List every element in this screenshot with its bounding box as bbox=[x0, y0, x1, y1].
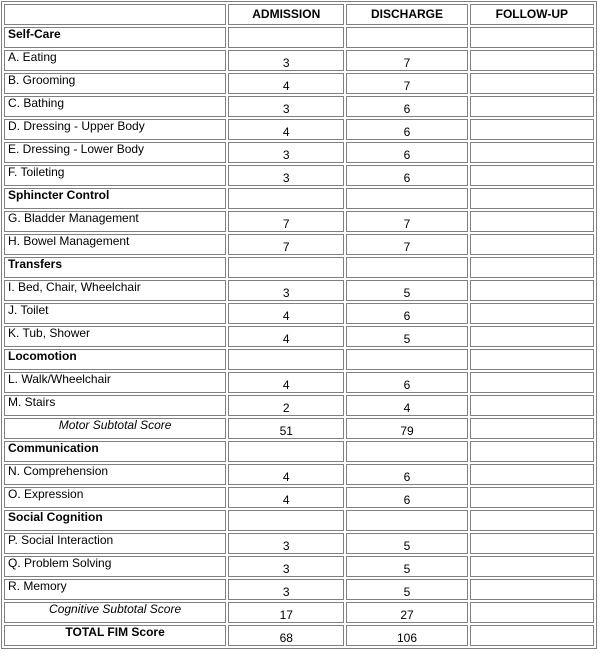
row-label: Locomotion bbox=[4, 349, 226, 370]
discharge-cell: 6 bbox=[346, 142, 467, 163]
table-row bbox=[4, 395, 594, 416]
header-admission: ADMISSION bbox=[228, 4, 344, 25]
admission-cell: 68 bbox=[228, 625, 344, 646]
section-row bbox=[4, 349, 594, 370]
table-row bbox=[4, 487, 594, 508]
discharge-cell: 6 bbox=[346, 487, 467, 508]
admission-cell bbox=[228, 27, 344, 48]
row-label: L. Walk/Wheelchair bbox=[4, 372, 226, 393]
discharge-cell bbox=[346, 441, 467, 462]
follow-up-cell bbox=[470, 119, 594, 140]
admission-cell bbox=[228, 349, 344, 370]
admission-cell: 17 bbox=[228, 602, 344, 623]
header-blank bbox=[4, 4, 226, 25]
admission-cell: 4 bbox=[228, 372, 344, 393]
discharge-cell: 7 bbox=[346, 50, 467, 71]
admission-cell: 7 bbox=[228, 234, 344, 255]
table-row bbox=[4, 326, 594, 347]
discharge-cell bbox=[346, 349, 467, 370]
follow-up-cell bbox=[470, 395, 594, 416]
admission-cell: 3 bbox=[228, 165, 344, 186]
row-label: M. Stairs bbox=[4, 395, 226, 416]
follow-up-cell bbox=[470, 280, 594, 301]
admission-cell: 3 bbox=[228, 142, 344, 163]
row-label: J. Toilet bbox=[4, 303, 226, 324]
discharge-cell bbox=[346, 257, 467, 278]
row-label: Q. Problem Solving bbox=[4, 556, 226, 577]
follow-up-cell bbox=[470, 165, 594, 186]
follow-up-cell bbox=[470, 579, 594, 600]
fim-score-table bbox=[1, 1, 597, 649]
subtotal-row bbox=[4, 602, 594, 623]
row-label: I. Bed, Chair, Wheelchair bbox=[4, 280, 226, 301]
follow-up-cell bbox=[470, 441, 594, 462]
section-row bbox=[4, 257, 594, 278]
follow-up-cell bbox=[470, 142, 594, 163]
row-label: Transfers bbox=[4, 257, 226, 278]
discharge-cell: 7 bbox=[346, 211, 467, 232]
table-row bbox=[4, 211, 594, 232]
follow-up-cell bbox=[470, 372, 594, 393]
discharge-cell: 6 bbox=[346, 464, 467, 485]
row-label: B. Grooming bbox=[4, 73, 226, 94]
table-row bbox=[4, 73, 594, 94]
row-label: P. Social Interaction bbox=[4, 533, 226, 554]
row-label: D. Dressing - Upper Body bbox=[4, 119, 226, 140]
follow-up-cell bbox=[470, 556, 594, 577]
admission-cell: 4 bbox=[228, 487, 344, 508]
follow-up-cell bbox=[470, 349, 594, 370]
row-label: O. Expression bbox=[4, 487, 226, 508]
follow-up-cell bbox=[470, 27, 594, 48]
row-label: Communication bbox=[4, 441, 226, 462]
row-label: N. Comprehension bbox=[4, 464, 226, 485]
row-label: E. Dressing - Lower Body bbox=[4, 142, 226, 163]
table-row bbox=[4, 142, 594, 163]
table-row bbox=[4, 579, 594, 600]
discharge-cell: 6 bbox=[346, 119, 467, 140]
follow-up-cell bbox=[470, 602, 594, 623]
table-row bbox=[4, 556, 594, 577]
row-label: Cognitive Subtotal Score bbox=[4, 602, 226, 623]
follow-up-cell bbox=[470, 257, 594, 278]
admission-cell bbox=[228, 441, 344, 462]
table-row bbox=[4, 234, 594, 255]
discharge-cell bbox=[346, 510, 467, 531]
table-row bbox=[4, 372, 594, 393]
row-label: C. Bathing bbox=[4, 96, 226, 117]
discharge-cell: 4 bbox=[346, 395, 467, 416]
follow-up-cell bbox=[470, 487, 594, 508]
admission-cell: 3 bbox=[228, 50, 344, 71]
row-label: Sphincter Control bbox=[4, 188, 226, 209]
table-row bbox=[4, 50, 594, 71]
admission-cell: 4 bbox=[228, 73, 344, 94]
header-follow-up: FOLLOW-UP bbox=[470, 4, 594, 25]
total-row bbox=[4, 625, 594, 646]
admission-cell: 2 bbox=[228, 395, 344, 416]
discharge-cell: 5 bbox=[346, 556, 467, 577]
discharge-cell: 7 bbox=[346, 234, 467, 255]
discharge-cell: 27 bbox=[346, 602, 467, 623]
admission-cell: 3 bbox=[228, 579, 344, 600]
admission-cell: 3 bbox=[228, 533, 344, 554]
row-label: F. Toileting bbox=[4, 165, 226, 186]
header-row bbox=[4, 4, 594, 25]
follow-up-cell bbox=[470, 211, 594, 232]
admission-cell: 4 bbox=[228, 119, 344, 140]
table-row bbox=[4, 96, 594, 117]
admission-cell bbox=[228, 188, 344, 209]
table-row bbox=[4, 119, 594, 140]
section-row bbox=[4, 510, 594, 531]
admission-cell: 4 bbox=[228, 303, 344, 324]
discharge-cell: 5 bbox=[346, 579, 467, 600]
table-body bbox=[4, 27, 594, 646]
follow-up-cell bbox=[470, 188, 594, 209]
row-label: K. Tub, Shower bbox=[4, 326, 226, 347]
row-label: Motor Subtotal Score bbox=[4, 418, 226, 439]
discharge-cell: 106 bbox=[346, 625, 467, 646]
discharge-cell bbox=[346, 27, 467, 48]
table-row bbox=[4, 533, 594, 554]
discharge-cell bbox=[346, 188, 467, 209]
follow-up-cell bbox=[470, 418, 594, 439]
section-row bbox=[4, 188, 594, 209]
follow-up-cell bbox=[470, 96, 594, 117]
row-label: G. Bladder Management bbox=[4, 211, 226, 232]
row-label: Social Cognition bbox=[4, 510, 226, 531]
admission-cell: 3 bbox=[228, 556, 344, 577]
subtotal-row bbox=[4, 418, 594, 439]
row-label: A. Eating bbox=[4, 50, 226, 71]
row-label: H. Bowel Management bbox=[4, 234, 226, 255]
follow-up-cell bbox=[470, 73, 594, 94]
follow-up-cell bbox=[470, 625, 594, 646]
row-label: R. Memory bbox=[4, 579, 226, 600]
admission-cell bbox=[228, 510, 344, 531]
discharge-cell: 79 bbox=[346, 418, 467, 439]
admission-cell: 3 bbox=[228, 280, 344, 301]
follow-up-cell bbox=[470, 464, 594, 485]
discharge-cell: 6 bbox=[346, 372, 467, 393]
table-row bbox=[4, 280, 594, 301]
admission-cell: 7 bbox=[228, 211, 344, 232]
admission-cell: 3 bbox=[228, 96, 344, 117]
table-row bbox=[4, 303, 594, 324]
row-label: TOTAL FIM Score bbox=[4, 625, 226, 646]
follow-up-cell bbox=[470, 510, 594, 531]
admission-cell: 4 bbox=[228, 326, 344, 347]
discharge-cell: 5 bbox=[346, 280, 467, 301]
follow-up-cell bbox=[470, 326, 594, 347]
discharge-cell: 7 bbox=[346, 73, 467, 94]
follow-up-cell bbox=[470, 303, 594, 324]
admission-cell: 4 bbox=[228, 464, 344, 485]
admission-cell bbox=[228, 257, 344, 278]
discharge-cell: 5 bbox=[346, 326, 467, 347]
header-discharge: DISCHARGE bbox=[346, 4, 467, 25]
section-row bbox=[4, 441, 594, 462]
discharge-cell: 6 bbox=[346, 303, 467, 324]
table-row bbox=[4, 464, 594, 485]
table-row bbox=[4, 165, 594, 186]
discharge-cell: 5 bbox=[346, 533, 467, 554]
discharge-cell: 6 bbox=[346, 165, 467, 186]
follow-up-cell bbox=[470, 50, 594, 71]
admission-cell: 51 bbox=[228, 418, 344, 439]
follow-up-cell bbox=[470, 533, 594, 554]
row-label: Self-Care bbox=[4, 27, 226, 48]
follow-up-cell bbox=[470, 234, 594, 255]
section-row bbox=[4, 27, 594, 48]
discharge-cell: 6 bbox=[346, 96, 467, 117]
